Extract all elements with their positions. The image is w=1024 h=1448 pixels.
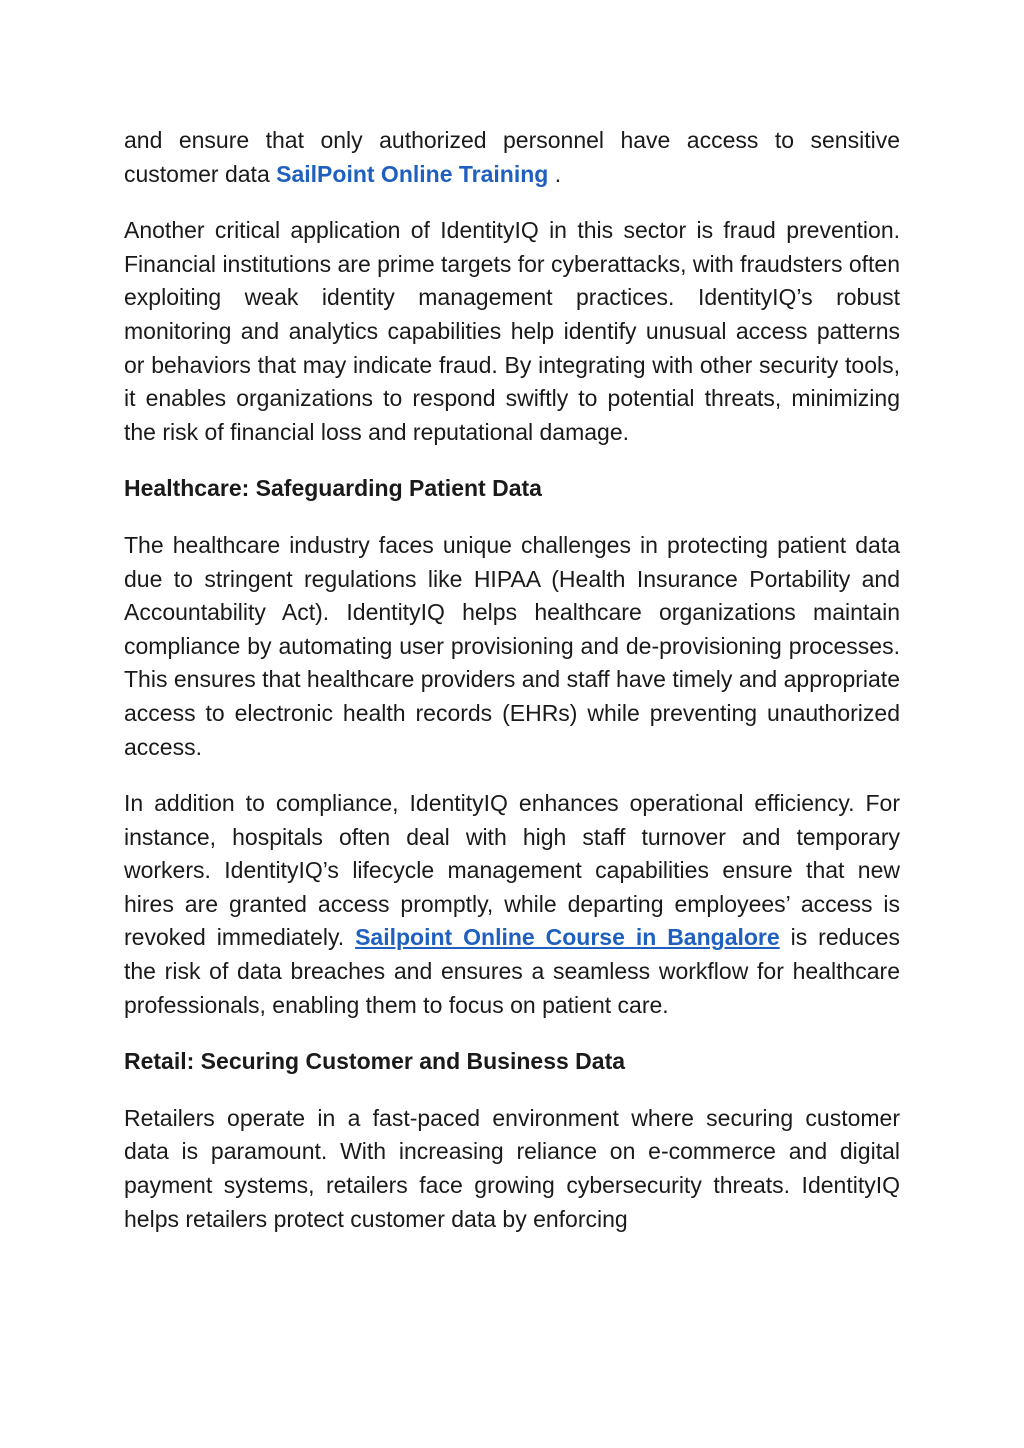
paragraph-access-end: . <box>548 160 562 187</box>
paragraph-fraud-prevention: Another critical application of IdentityIQ in this sector is fraud prevention. Financial institutions are prime targets for cyberattacks, with fraudsters often exploiting weak identity management practices. IdentityIQ’s robust monitoring and analytics capabilities help identify unusual access patterns or behaviors that may indicate fraud. By integrating with other security tools, it enables organizations to respond swiftly to potential threats, minimizing the risk of financial loss and reputational damage. <box>124 217 900 445</box>
paragraph-efficiency-text: In addition to compliance, IdentityIQ enhances operational efficiency. For instance, hospitals often deal with high staff turnover and temporary workers. IdentityIQ’s lifecycle management capabilities ensure that new hires are granted access promptly, while departing employees’ access is revoked immediately. <box>124 790 900 951</box>
heading-healthcare: Healthcare: Safeguarding Patient Data <box>124 475 542 502</box>
paragraph-healthcare-compliance: The healthcare industry faces unique challenges in protecting patient data due to stringent regulations like HIPAA (Health Insurance Portability and Accountability Act). IdentityIQ helps healthcare organizations maintain compliance by automating user provisioning and de-provisioning processes. This ensures that healthcare providers and staff have timely and appropriate access to electronic health records (EHRs) while preventing unauthorized access. <box>124 531 900 760</box>
sailpoint-course-bangalore-link[interactable]: Sailpoint Online Course in Bangalore <box>355 924 780 951</box>
heading-retail: Retail: Securing Customer and Business Data <box>124 1048 626 1075</box>
sailpoint-online-training-link[interactable]: SailPoint Online Training <box>276 160 549 187</box>
paragraph-retail: Retailers operate in a fast-paced environment where securing customer data is paramount. With increasing reliance on e-commerce and digital payment systems, retailers face growing cybersecurity threats. IdentityIQ helps retailers protect customer data by enforcing <box>124 1104 900 1232</box>
paragraph-efficiency-end: is reduces the risk of data breaches and ensures a seamless workflow for healthcare professionals, enabling them to focus on patient care. <box>124 924 901 1018</box>
paragraph-operational-efficiency <box>124 787 900 1022</box>
paragraph-access <box>124 124 900 191</box>
document-page <box>124 124 900 1259</box>
paragraph-access-text: and ensure that only authorized personnel have access to sensitive customer data <box>124 127 900 187</box>
